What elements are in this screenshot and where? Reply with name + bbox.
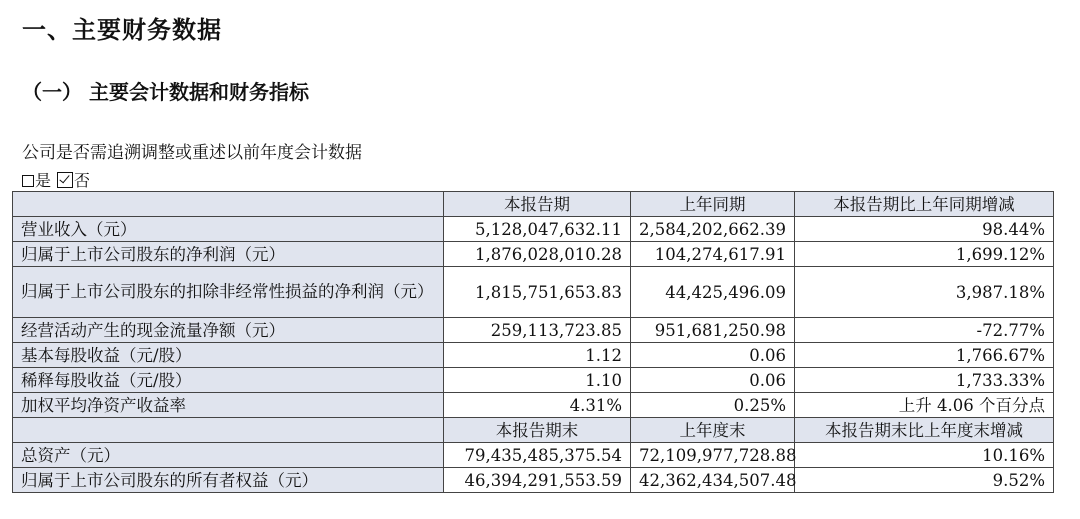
cell-value: 46,394,291,553.59: [444, 468, 631, 493]
column-header: 上年同期: [631, 192, 795, 217]
cell-value: 98.44%: [795, 217, 1054, 242]
cell-value: 1,766.67%: [795, 343, 1054, 368]
restatement-question: 公司是否需追溯调整或重述以前年度会计数据: [22, 143, 362, 163]
cell-value: 72,109,977,728.88: [631, 443, 795, 468]
table-row: [13, 368, 1054, 393]
column-header: [13, 418, 444, 443]
cell-value: 1.10: [444, 368, 631, 393]
option-no-label: 否: [74, 171, 91, 190]
table-row: [13, 242, 1054, 267]
table-row: [13, 318, 1054, 343]
cell-value: -72.77%: [795, 318, 1054, 343]
column-header: 本报告期比上年同期增减: [795, 192, 1054, 217]
row-label: 稀释每股收益（元/股）: [13, 368, 444, 393]
table-row: [13, 217, 1054, 242]
row-label: 加权平均净资产收益率: [13, 393, 444, 418]
row-label: 经营活动产生的现金流量净额（元）: [13, 318, 444, 343]
cell-value: 4.31%: [444, 393, 631, 418]
table-row: [13, 343, 1054, 368]
cell-value: 259,113,723.85: [444, 318, 631, 343]
cell-value: 1,733.33%: [795, 368, 1054, 393]
cell-value: 上升 4.06 个百分点: [795, 393, 1054, 418]
cell-value: 0.06: [631, 343, 795, 368]
cell-value: 2,584,202,662.39: [631, 217, 795, 242]
column-header: [13, 192, 444, 217]
table-row: [13, 393, 1054, 418]
cell-value: 42,362,434,507.48: [631, 468, 795, 493]
cell-value: 44,425,496.09: [631, 267, 795, 318]
cell-value: 5,128,047,632.11: [444, 217, 631, 242]
table-row: [13, 468, 1054, 493]
financial-data-table: [12, 191, 1054, 493]
column-header: 上年度末: [631, 418, 795, 443]
unchecked-box-icon: [22, 175, 34, 187]
column-header: 本报告期末: [444, 418, 631, 443]
checked-box-icon: [57, 172, 73, 188]
restatement-options: [22, 168, 90, 191]
subsection-title: （一） 主要会计数据和财务指标: [22, 80, 309, 104]
cell-value: 1,815,751,653.83: [444, 267, 631, 318]
table-header-row: [13, 192, 1054, 217]
cell-value: 9.52%: [795, 468, 1054, 493]
option-yes-label: 是: [35, 171, 52, 190]
row-label: 归属于上市公司股东的净利润（元）: [13, 242, 444, 267]
cell-value: 1,876,028,010.28: [444, 242, 631, 267]
cell-value: 0.25%: [631, 393, 795, 418]
cell-value: 104,274,617.91: [631, 242, 795, 267]
table-row: [13, 267, 1054, 318]
column-header: 本报告期: [444, 192, 631, 217]
cell-value: 79,435,485,375.54: [444, 443, 631, 468]
row-label: 总资产（元）: [13, 443, 444, 468]
cell-value: 3,987.18%: [795, 267, 1054, 318]
table-header-row: [13, 418, 1054, 443]
cell-value: 1.12: [444, 343, 631, 368]
cell-value: 951,681,250.98: [631, 318, 795, 343]
cell-value: 10.16%: [795, 443, 1054, 468]
row-label: 基本每股收益（元/股）: [13, 343, 444, 368]
table-row: [13, 443, 1054, 468]
section-title: 一、主要财务数据: [22, 16, 222, 44]
row-label: 营业收入（元）: [13, 217, 444, 242]
row-label: 归属于上市公司股东的扣除非经常性损益的净利润（元）: [13, 267, 444, 318]
cell-value: 1,699.12%: [795, 242, 1054, 267]
cell-value: 0.06: [631, 368, 795, 393]
column-header: 本报告期末比上年度末增减: [795, 418, 1054, 443]
row-label: 归属于上市公司股东的所有者权益（元）: [13, 468, 444, 493]
